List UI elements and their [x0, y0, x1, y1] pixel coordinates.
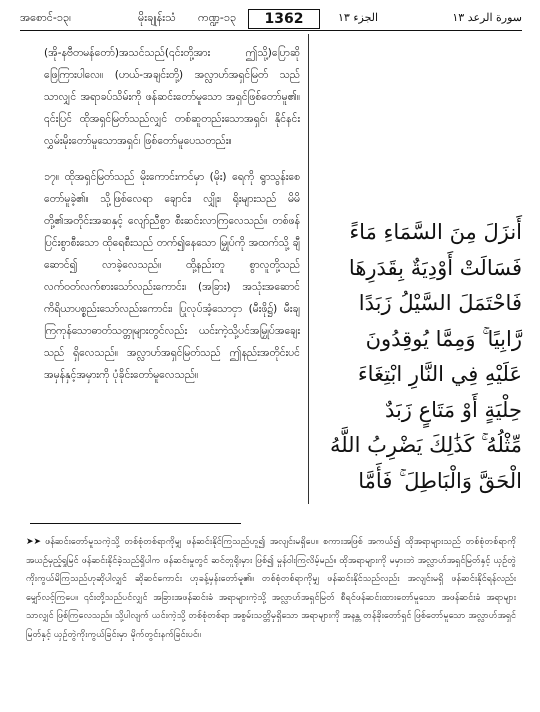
page-number: 1362 [248, 9, 320, 29]
surah-arabic: سورة الرعد ١٣ [452, 11, 522, 24]
arabic-line: حِلْيَةٍ أَوْ مَتَاعٍ زَبَدٌ [384, 397, 522, 422]
arabic-line: فَسَالَتْ أَوْدِيَةٌ بِقَدَرِهَا [348, 255, 522, 280]
page-header [20, 8, 522, 31]
juz-label: ကဏ္ဍ-၁၃ [198, 11, 237, 24]
arabic-line: مِّثْلُهُ ۚ كَذَٰلِكَ يَضْرِبُ اللَّهُ [329, 433, 522, 457]
arabic-line: عَلَيْهِ فِي النَّارِ ابْتِغَاءَ [357, 362, 522, 386]
arabic-line: فَاحْتَمَلَ السَّيْلُ زَبَدًا [358, 291, 522, 315]
arabic-verse-block [322, 215, 522, 499]
translation-paragraph-2: ၁၇။ ထိုအရှင်မြတ်သည် မိုးကောင်းကင်မှာ (မိုး) ရေကို ရွာသွန်းစေတော်မူခဲ့၏။ သို့ဖြစ်လေရာ ချောင်း၊ လျှိုး၊ ရိုးများသည် မိမိတို့၏အတိုင်းအဆနှင့် လျော်ညီစွာ စီးဆင်းလာကြလေသည်။ တစ်ဖန် ပြင်းစွာစီးသော ထိုရေစီးသည် တက်၍နေသော မြှုပ်ကို အထက်သို့ ချီဆောင်၍ လာခဲ့လေသည်။ ထို့နည်းတူ စွာလူတို့သည် လက်ဝတ်လက်စားသော်လည်းကောင်း၊ (အခြား) အသုံးအဆောင် ကိရိယာပစ္စည်းသော်လည်းကောင်း၊ ပြုလုပ်အံ့သောငှာ (မီးဖို၌) မီးချကြကုန်သောဓာတ်သတ္တုများတွင်လည်း ယင်းကဲ့သို့ပင်အမြှုပ်အချေးသည် ရှိလေသည်။ အလ္လာဟ်အရှင်မြတ်သည် ဤနည်းအတိုင်းပင် အမှန်နှင့်အမှားကို ပုံခိုင်းတော်မူလေသည်။ [44, 171, 300, 381]
running-title-left: အစောင်-၁၃၊ [20, 11, 71, 24]
footnote [26, 533, 516, 644]
chapter-title: မိုးချုန်းသံ [138, 11, 176, 24]
column-divider [308, 34, 309, 504]
juz-arabic: الجزء ١٣ [338, 11, 379, 24]
footnote-rule [30, 523, 241, 524]
arabic-line: رَّابِيًا ۚ وَمِمَّا يُوقِدُونَ [365, 326, 522, 351]
arabic-line: الْحَقَّ وَالْبَاطِلَ ۚ فَأَمَّا [358, 468, 522, 493]
translation-column [44, 42, 300, 386]
footnote-text: ဖန်ဆင်းတော်မူသကဲ့သို့ တစ်စုံတစ်ရာကိုမျှ ဖန်ဆင်းနိုင်ကြသည်ဟူ၍ အလျင်းမရှိပေ။ စကားအဖြစ် အကယ်၍ ထိုအရာများသည် တစ်စုံတစ်ရာကို အယဉ်မှည့်ရှုမြင် ဖန်ဆင်းနိုင်ခဲ့သည်ရှိပါက ဖန်ဆင်းမှုတွင် ဆင်တူရိုးမှား ဖြစ်၍ မှုန်ဝါးကြလိမ့်မည်။ ထိုအရာများကို မမှားဘဲ အလ္လာဟ်အရှင်မြတ်နှင့် ယှဉ်တွဲကိုးကွယ်မိကြသည်ဟုဆိုပါလျှင် ဆိုဆင်ကောင်း ဟုခန့်မှန်းတော်မူ၏။ တစ်စုံတစ်ရာကိုမျှ ဖန်ဆင်းနိုင်သည်လည်း အလျင်းမရှိ ဖန်ဆင်းနိုင်ရန်လည်း မျှော်လင့်ကြပေ။ ၎င်းတို့သည်ပင်လျှင် အခြားအဖန်ဆင်းခံ အရာများကဲ့သို့ အလ္လာဟ်အရှင်မြတ် စီရင်ဖန်ဆင်းထားတော်မူသော အဖန်ဆင်းခံ အရာများသာလျှင် ဖြစ်ကြလေသည်။ သို့ပါလျက် ယင်းကဲ့သို့ တစ်စုံတစ်ရာ အစွမ်းသတ္တိမှရှိသော အရာများကို အနန္တ တန်ခိုးတော်ရှင် ဖြစ်တော်မူသော အလ္လာဟ်အရှင်မြတ်နှင့် ယှဉ်တွဲကိုးကွယ်ခြင်းမှာ မိုက်တွင်းနက်ခြင်းပင်။ [26, 537, 516, 640]
arabic-line: أَنزَلَ مِنَ السَّمَاءِ مَاءً [349, 220, 522, 244]
footnote-marker-icon: ➤➤ [26, 537, 42, 547]
translation-paragraph-1: (အို-နဗီတမန်တော်)အသင်သည်(၎င်းတို့အား ဤသို့)ပြောဆိုဖြေကြားပါလေ။ (ဟယ်-အချင်းတို့) အလ္လာဟ်အရှင်မြတ် သည်သာလျှင် အရာခပ်သိမ်းကို ဖန်ဆင်းတော်မူသော အရှင်ဖြစ်တော်မူ၏။ ၎င်းပြင် ထိုအရှင်မြတ်သည်လျှင် တစ်ဆူတည်းသောအရှင်၊ နိုင်နင်းလွှမ်းမိုးတော်မူသောအရှင်၊ ဖြစ်တော်မူပေသတည်း။ [44, 47, 300, 147]
